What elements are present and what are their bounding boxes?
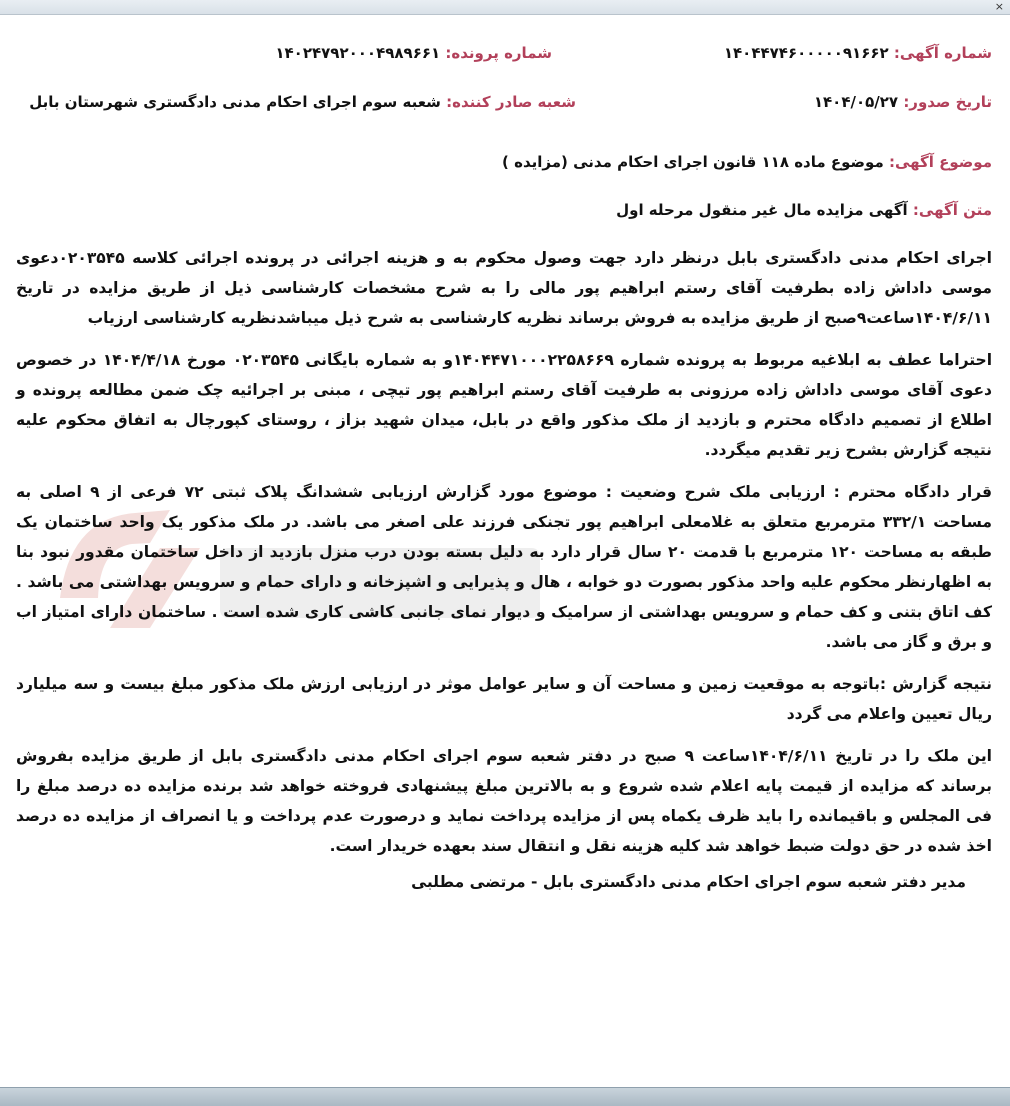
subject-label: موضوع آگهی:: [888, 153, 992, 171]
case-number-row: [275, 44, 552, 62]
body-label: متن آگهی:: [912, 201, 992, 219]
ad-body: [16, 243, 992, 897]
case-number: ۱۴۰۲۴۷۹۲۰۰۰۴۹۸۹۶۶۱: [275, 44, 441, 62]
issuer: شعبه سوم اجرای احکام مدنی دادگستری شهرستان بابل: [29, 93, 441, 111]
case-number-label: شماره پرونده:: [445, 44, 552, 62]
paragraph-valuation-result: نتیجه گزارش :باتوجه به موقعیت زمین و مساحت آن و سایر عوامل موثر در ارزیابی ارزش ملک مذکور مبلغ بیست و سه میلیارد ریال تعیین واعلام می گردد: [16, 675, 992, 723]
body-title-row: [616, 201, 992, 219]
window-bottom-bar: [0, 1087, 1010, 1106]
issue-date: ۱۴۰۴/۰۵/۲۷: [813, 93, 899, 111]
signature-line: مدیر دفتر شعبه سوم اجرای احکام مدنی دادگستری بابل - مرتضی مطلبی: [411, 873, 966, 891]
subject-row: [502, 153, 992, 171]
paragraph-intro: اجرای احکام مدنی دادگستری بابل درنظر دارد جهت وصول محکوم به و هزینه اجرائی در پرونده اجرائی کلاسه ۰۲۰۳۵۴۵دعوی موسی داداش زاده بطرفیت آقای رستم ابراهیم پور مالی را به شرح مشخصات کارشناسی ذیل از طریق مزایده در تاریخ ۱۴۰۴/۶/۱۱ساعت۹صبح از طریق مزایده به فروش برساند نظریه کارشناسی به شرح ذیل میباشدنظریه کارشناسی ارزیاب: [16, 249, 992, 327]
body-title: آگهی مزایده مال غیر منقول مرحله اول: [616, 201, 908, 219]
issue-date-label: تاریخ صدور:: [903, 93, 992, 111]
subject: موضوع ماده ۱۱۸ قانون اجرای احکام مدنی (مزایده ): [502, 153, 884, 171]
issuer-label: شعبه صادر کننده:: [446, 93, 576, 111]
ad-number-row: [724, 44, 992, 62]
ad-number-label: شماره آگهی:: [893, 44, 992, 62]
document-page: [0, 18, 1010, 1078]
close-icon[interactable]: ×: [994, 0, 1004, 13]
window-top-bar: [0, 0, 1010, 15]
issuer-row: [29, 93, 576, 111]
paragraph-property-description: قرار دادگاه محترم : ارزیابی ملک شرح وضعیت : موضوع مورد گزارش ارزیابی ششدانگ پلاک ثبتی ۷۲ فرعی از ۹ اصلی به مساحت ۳۳۲/۱ مترمربع متعلق به غلامعلی ابراهیم پور تجنکی فرزند علی اصغر می باشد. در ملک مذکور یک واحد ساختمان یک طبقه به مساحت ۱۲۰ مترمربع با قدمت ۲۰ سال قرار دارد به دلیل بسته بودن درب منزل بازدید از داخل ساختمان مقدور نبود بنا به اظهارنظر محکوم علیه واحد مذکور بصورت دو خوابه ، هال و پذیرایی و اشپزخانه و دارای حمام و سرویس بهداشتی می باشد . کف اتاق بتنی و کف حمام و سرویس بهداشتی از سرامیک و دیوار نمای جانبی کاشی کاری شده است . ساختمان دارای امتیاز اب و برق و گاز می باشد.: [16, 483, 992, 651]
issue-date-row: [814, 93, 992, 111]
ad-number: ۱۴۰۴۴۷۴۶۰۰۰۰۰۹۱۶۶۲: [723, 44, 889, 62]
paragraph-auction-terms: این ملک را در تاریخ ۱۴۰۴/۶/۱۱ساعت ۹ صبح در دفتر شعبه سوم اجرای احکام مدنی دادگستری بابل از طریق مزایده بفروش برساند که مزایده از قیمت پایه اعلام شده شروع و به بالاترین مبلغ پیشنهادی فروخته خواهد شد برنده مزایده ده درصد مبلغ را فی المجلس و باقیمانده را باید ظرف یکماه پس از مزایده پرداخت نماید و درصورت عدم پرداخت و یا انصراف از مزایده ده درصد اخذ شده در حق دولت ضبط خواهد شد کلیه هزینه نقل و انتقال سند بعهده خریدار است.: [16, 747, 992, 855]
paragraph-reference: احتراما عطف به ابلاغیه مربوط به پرونده شماره ۱۴۰۴۴۷۱۰۰۰۲۲۵۸۶۶۹و به شماره بایگانی ۰۲۰۳۵۴۵ مورخ ۱۴۰۴/۴/۱۸ در خصوص دعوی آقای موسی داداش زاده مرزونی به طرفیت آقای رستم ابراهیم پور تیچی ، مبنی بر اجرائیه چک ضمن مطالعه پرونده و اطلاع از تصمیم دادگاه محترم و بازدید از ملک مذکور واقع در بابل، میدان شهید بزاز ، روستای کپورچال به اتفاق محکوم علیه نتیجه گزارش بشرح زیر تقدیم میگردد.: [16, 351, 993, 459]
